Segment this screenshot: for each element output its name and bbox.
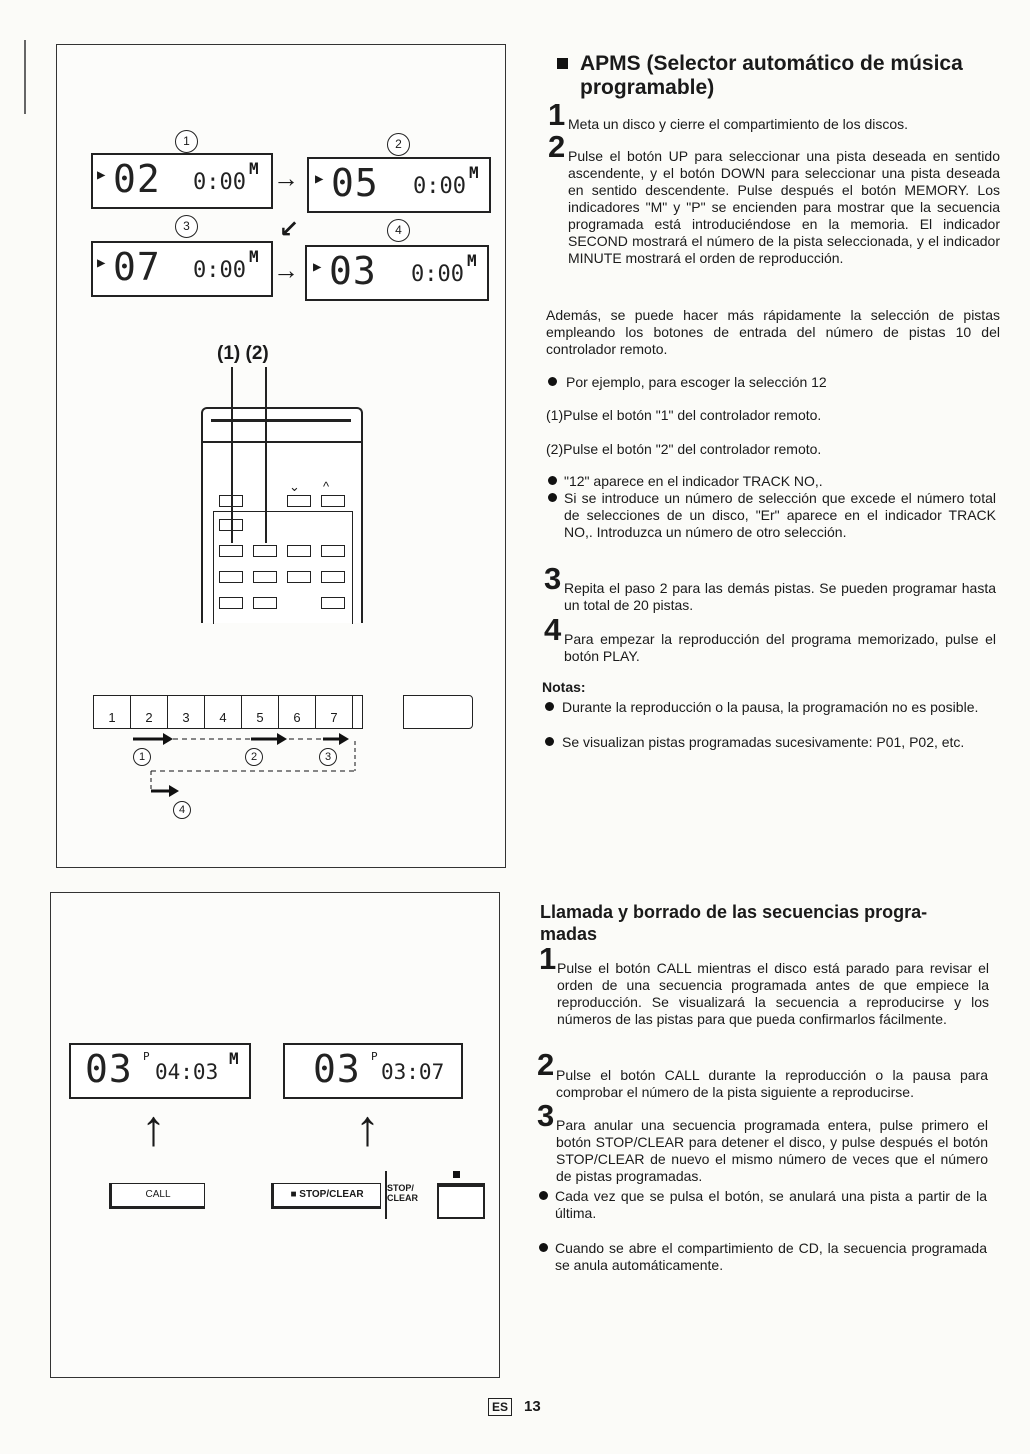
language-badge: ES — [488, 1398, 512, 1416]
step-number: 1 — [548, 97, 566, 132]
play-indicator-icon: ▶ — [97, 255, 106, 271]
bullet-text: Cada vez que se pulsa el botón, se anulará una pista a partir de la última. — [555, 1188, 987, 1221]
bullet-icon — [539, 1191, 548, 1200]
seq-callout-1: 1 — [133, 748, 151, 766]
section-marker — [557, 58, 568, 69]
remote-control: ⌄ ^ — [201, 407, 363, 623]
figure-call-clear-panel — [50, 892, 500, 1378]
seq-callout-3: 3 — [319, 748, 337, 766]
sub-step: (1)Pulse el botón "1" del controlador remoto. — [546, 407, 822, 423]
callout-3: 3 — [175, 215, 198, 238]
stop-square-icon — [453, 1171, 460, 1178]
call-button[interactable]: CALL — [109, 1183, 205, 1209]
notes-title: Notas: — [542, 679, 586, 695]
arrow-up-icon: ↑ — [355, 1100, 380, 1156]
pointer-line-2 — [265, 367, 267, 543]
play-indicator-icon: ▶ — [313, 259, 322, 275]
arrow-right-icon: → — [273, 255, 299, 285]
track-strip-end — [403, 695, 473, 729]
bullet-text: Si se introduce un número de selección que excede el número total de selecciones de un disco, "Er" aparece en el indicador TRACK NO,. Introduzca un número de otro selección. — [564, 490, 996, 540]
remote-key-10[interactable] — [321, 597, 345, 609]
bullet-icon — [548, 476, 557, 485]
step-text: Pulse el botón UP para seleccionar una pista deseada en sentido ascendente, y el botón DOWN para seleccionar una pista deseada en sentido descendente. Pulse después el botón MEMORY. Los indicadores "M" y "P" se encienden para mostrar que la secuencia programada está introduciéndose en la memoria. El indicador SECOND mostrará el número de la pista seleccionada, y el indicador MINUTE mostrará el orden de reproducción. — [568, 148, 1000, 266]
sub-step: (2)Pulse el botón "2" del controlador remoto. — [546, 441, 822, 457]
arrow-diagonal-icon: ↙ — [279, 216, 300, 243]
arrow-up-icon: ↑ — [141, 1100, 166, 1156]
callout-2: 2 — [387, 133, 410, 156]
seq-callout-4: 4 — [173, 801, 191, 819]
bullet-icon — [548, 493, 557, 502]
step-number: 1 — [539, 941, 557, 976]
step-text: Repita el paso 2 para las demás pistas. Se pueden programar hasta un total de 20 pistas. — [564, 580, 996, 613]
bullet-text: "12" aparece en el indicador TRACK NO,. — [564, 473, 823, 489]
page-number: 13 — [524, 1398, 541, 1415]
display-call: 03 P 04:03 M — [69, 1043, 251, 1099]
display-1: ▶ 02 0:00 M — [91, 153, 273, 209]
display-4: ▶ 03 0:00 M — [305, 245, 489, 301]
step-text: Pulse el botón CALL mientras el disco está parado para revisar el orden de una secuencia programada antes de que empiece la reproducción. Se visualizará la secuencia a reproducirse y los números de las pistas para que pueda confirmarlos fácilmente. — [557, 960, 989, 1027]
display-2: ▶ 05 0:00 M — [307, 157, 491, 213]
remote-key-3[interactable] — [287, 545, 311, 557]
step-number: 2 — [537, 1047, 555, 1082]
step-text: Para empezar la reproducción del programa memorizado, pulse el botón PLAY. — [564, 631, 996, 664]
remote-key-down[interactable] — [287, 495, 311, 507]
track-strip: 1 2 3 4 5 6 7 — [93, 695, 363, 729]
display-stop: 03 P 03:07 — [283, 1043, 463, 1099]
step-number: 3 — [537, 1098, 555, 1133]
note-text: Se visualizan pistas programadas sucesivamente: P01, P02, etc. — [562, 734, 965, 750]
play-indicator-icon: ▶ — [315, 171, 324, 187]
play-indicator-icon: ▶ — [97, 167, 106, 183]
callout-1: 1 — [175, 130, 198, 153]
paragraph: Además, se puede hacer más rápidamente la selección de pistas empleando los botones de entrada del número de pistas 10 del controlador remoto. — [546, 307, 1000, 357]
remote-key-5[interactable] — [219, 571, 243, 583]
bullet-icon — [545, 702, 554, 711]
stop-clear-button[interactable]: ■ STOP/CLEAR — [271, 1183, 381, 1209]
llamada-title: Llamada y borrado de las secuencias progra- madas — [540, 902, 928, 944]
step-number: 2 — [548, 129, 566, 164]
margin-rule — [24, 40, 26, 114]
display-3: ▶ 07 0:00 M — [91, 241, 273, 297]
callout-4: 4 — [387, 219, 410, 242]
remote-key-2[interactable] — [253, 545, 277, 557]
apms-title: APMS (Selector automático de música programable) — [580, 52, 963, 99]
bullet-icon — [548, 377, 557, 386]
step-text: Pulse el botón CALL durante la reproducción o la pausa para comprobar el número de la pista siguiente a reproducirse. — [556, 1067, 988, 1100]
step-text: Para anular una secuencia programada entera, pulse primero el botón STOP/CLEAR para detener el disco, y pulse después el botón STOP/CLEAR de nuevo el mismo número de veces que el número de pistas programadas. — [556, 1117, 988, 1184]
note-text: Durante la reproducción o la pausa, la programación no es posible. — [562, 699, 979, 715]
stop-clear-label: STOP/ CLEAR — [387, 1183, 418, 1203]
bullet-text: Cuando se abre el compartimiento de CD, la secuencia programada se anula automáticamente. — [555, 1240, 987, 1273]
step-number: 4 — [544, 612, 562, 647]
remote-key-1[interactable] — [219, 545, 243, 557]
arrow-right-icon: → — [273, 163, 299, 193]
sequence-diagram — [117, 725, 377, 815]
step-text: Meta un disco y cierre el compartimiento de los discos. — [568, 116, 909, 132]
seq-callout-2: 2 — [245, 748, 263, 766]
remote-key-4[interactable] — [321, 545, 345, 557]
remote-key-9[interactable] — [219, 597, 243, 609]
remote-key-0[interactable] — [253, 597, 277, 609]
bullet-icon — [539, 1243, 548, 1252]
remote-key-7[interactable] — [287, 571, 311, 583]
step-number: 3 — [544, 561, 562, 596]
pointer-line-1 — [231, 367, 233, 543]
bullet-icon — [545, 737, 554, 746]
step-labels: (1) (2) — [217, 343, 269, 364]
remote-key-6[interactable] — [253, 571, 277, 583]
example-text: Por ejemplo, para escoger la selección 12 — [566, 374, 827, 390]
remote-key-up[interactable] — [321, 495, 345, 507]
stop-clear-key[interactable] — [437, 1183, 485, 1219]
figure-apms-panel — [56, 44, 506, 868]
remote-key-8[interactable] — [321, 571, 345, 583]
